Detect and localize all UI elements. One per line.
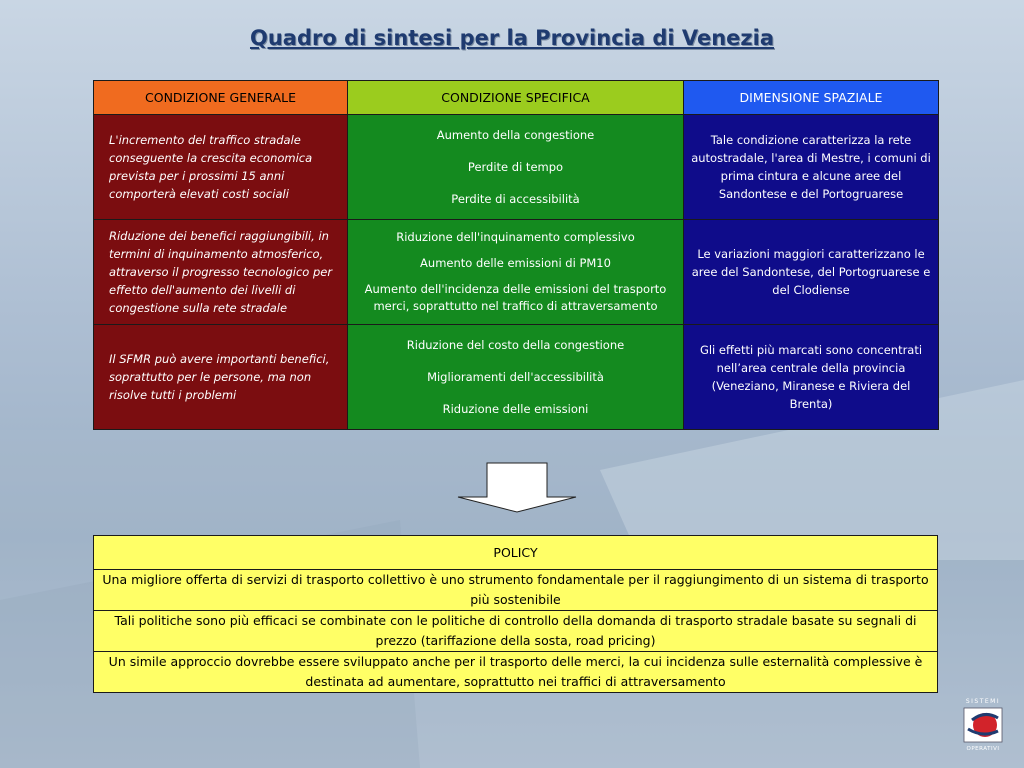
specifica-item: Riduzione dell'inquinamento complessivo	[396, 229, 635, 244]
specifica-item: Riduzione delle emissioni	[442, 401, 589, 416]
dimensione-spaziale-cell: Tale condizione caratterizza la rete autostradale, l'area di Mestre, i comuni di prima cintura e alcune aree del Sandontese e del Portogruarese	[684, 115, 939, 220]
policy-header-row	[94, 536, 938, 570]
specifica-item: Perdite di accessibilità	[451, 191, 580, 206]
policy-item: Tali politiche sono più efficaci se combinate con le politiche di controllo della domanda di trasporto stradale basate su segnali di prezzo (tariffazione della sosta, road pricing)	[94, 611, 938, 652]
specifica-item: Aumento delle emissioni di PM10	[420, 255, 611, 270]
condizione-specifica-cell	[348, 220, 684, 325]
header-dimensione-spaziale: DIMENSIONE SPAZIALE	[684, 81, 939, 115]
policy-item: Un simile approccio dovrebbe essere sviluppato anche per il trasporto delle merci, la cui incidenza sulle esternalità complessive è destinata ad aumentare, soprattutto nei traffici di attraversamento	[94, 652, 938, 693]
table-row	[94, 115, 939, 220]
logo-top-text: SISTEMI	[965, 698, 1001, 705]
summary-table	[93, 80, 939, 430]
header-condizione-generale: CONDIZIONE GENERALE	[94, 81, 348, 115]
table-header-row	[94, 81, 939, 115]
policy-row	[94, 611, 938, 652]
condizione-generale-cell: Riduzione dei benefici raggiungibili, in termini di inquinamento atmosferico, attraverso il progresso tecnologico per effetto dell'aumento dei livelli di congestione sulla rete stradale	[94, 220, 348, 325]
policy-table	[93, 535, 938, 693]
condizione-generale-cell: L'incremento del traffico stradale conseguente la crescita economica prevista per i prossimi 15 anni comporterà elevati costi sociali	[94, 115, 348, 220]
header-condizione-specifica: CONDIZIONE SPECIFICA	[348, 81, 684, 115]
condizione-specifica-cell	[348, 325, 684, 430]
dimensione-spaziale-cell: Gli effetti più marcati sono concentrati nell’area centrale della provincia (Veneziano, Miranese e Riviera del Brenta)	[684, 325, 939, 430]
logo-bottom-text: OPERATIVI	[966, 746, 1000, 752]
specifica-item: Miglioramenti dell'accessibilità	[427, 369, 604, 384]
table-row	[94, 220, 939, 325]
page-title: Quadro di sintesi per la Provincia di Venezia	[249, 26, 774, 50]
specifica-item: Riduzione del costo della congestione	[406, 337, 625, 352]
condizione-specifica-cell	[348, 115, 684, 220]
dimensione-spaziale-cell: Le variazioni maggiori caratterizzano le aree del Sandontese, del Portogruarese e del Clodiense	[684, 220, 939, 325]
policy-header: POLICY	[94, 536, 938, 570]
sistemi-operativi-logo	[958, 696, 1008, 752]
down-arrow-icon	[456, 462, 578, 514]
policy-row	[94, 570, 938, 611]
specifica-item: Perdite di tempo	[467, 159, 564, 174]
table-row	[94, 325, 939, 430]
specifica-item: Aumento della congestione	[436, 127, 595, 142]
specifica-item: Aumento dell'incidenza delle emissioni del trasporto merci, soprattutto nel traffico di attraversamento	[364, 282, 667, 314]
policy-item: Una migliore offerta di servizi di trasporto collettivo è uno strumento fondamentale per il raggiungimento di un sistema di trasporto più sostenibile	[94, 570, 938, 611]
policy-row	[94, 652, 938, 693]
condizione-generale-cell: Il SFMR può avere importanti benefici, soprattutto per le persone, ma non risolve tutti i problemi	[94, 325, 348, 430]
